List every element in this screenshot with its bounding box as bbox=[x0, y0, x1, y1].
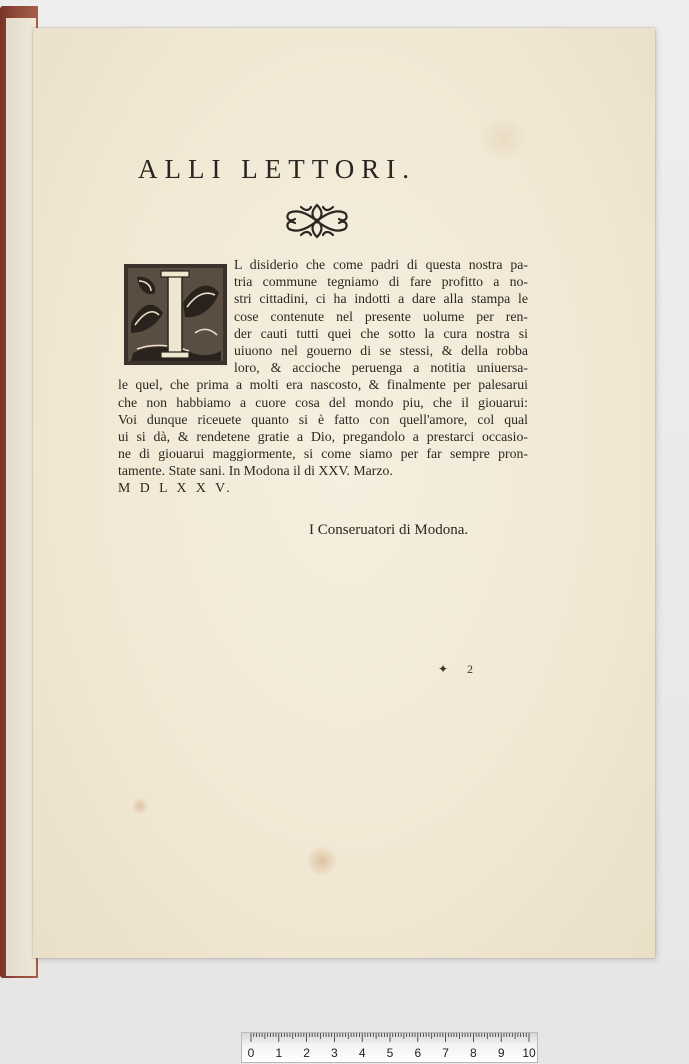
text-line: Voi dunque riceuete quanto si è fatto con quell'amore, col qual bbox=[118, 411, 528, 427]
text-line: der cauti tutti quei che sotto la cura nostra si bbox=[234, 325, 528, 341]
drop-cap-letter: I bbox=[175, 323, 176, 324]
text-line: tria commune tegniamo di fare profitto a no- bbox=[234, 274, 528, 290]
scale-ruler bbox=[241, 1032, 538, 1063]
ruler-label: 5 bbox=[386, 1046, 394, 1060]
text-line: le quel, che prima a molti era nascosto, & finalmente per palesarui bbox=[118, 377, 528, 393]
ruler-label: 1 bbox=[275, 1046, 283, 1060]
book-page bbox=[33, 28, 655, 958]
ruler-label: 9 bbox=[497, 1046, 505, 1060]
ruler-label: 2 bbox=[303, 1046, 310, 1060]
ruler-label: 10 bbox=[522, 1046, 536, 1060]
text-line: tamente. State sani. In Modona il di XXV. Marzo. bbox=[118, 463, 393, 479]
text-line-date: M D L X X V. bbox=[118, 480, 233, 496]
text-line: stri cittadini, ci ha indotti a dare alla stampa le bbox=[234, 291, 528, 307]
text-line: uiuono nel gouerno di se stessi, & della robba bbox=[234, 342, 528, 358]
ruler-label: 7 bbox=[442, 1046, 449, 1060]
text-line: che non habbiamo a cuore cosa del mondo piu, che il giouarui: bbox=[118, 394, 528, 410]
page-title: ALLI LETTORI. bbox=[138, 154, 416, 184]
previous-page-edge bbox=[6, 18, 36, 976]
signature: I Conseruatori di Modona. bbox=[309, 522, 469, 538]
foxing-stain bbox=[473, 118, 533, 158]
text-line: cose contenute nel presente uolume per ren- bbox=[234, 308, 528, 324]
text-line: ne di giouarui maggiormente, si come siamo per far sempre pron- bbox=[118, 446, 528, 462]
ruler-label: 4 bbox=[358, 1046, 366, 1060]
ruler-label: 3 bbox=[331, 1046, 338, 1060]
ornament-icon bbox=[281, 201, 353, 241]
ruler-label: 6 bbox=[414, 1046, 422, 1060]
foxing-stain bbox=[131, 798, 149, 814]
ruler-label: 0 bbox=[247, 1046, 255, 1060]
foxing-stain bbox=[305, 846, 339, 876]
text-line: loro, & accioche peruenga a notitia uniuersa- bbox=[234, 360, 528, 376]
text-line: ui si dà, & rendetene gratie a Dio, pregandolo a prestarci occasio- bbox=[118, 428, 528, 444]
signature-mark: ✦ 2 bbox=[438, 662, 482, 676]
text-line: L disiderio che come padri di questa nostra pa- bbox=[234, 257, 528, 272]
ruler-label: 8 bbox=[470, 1046, 477, 1060]
body-text bbox=[118, 256, 528, 497]
